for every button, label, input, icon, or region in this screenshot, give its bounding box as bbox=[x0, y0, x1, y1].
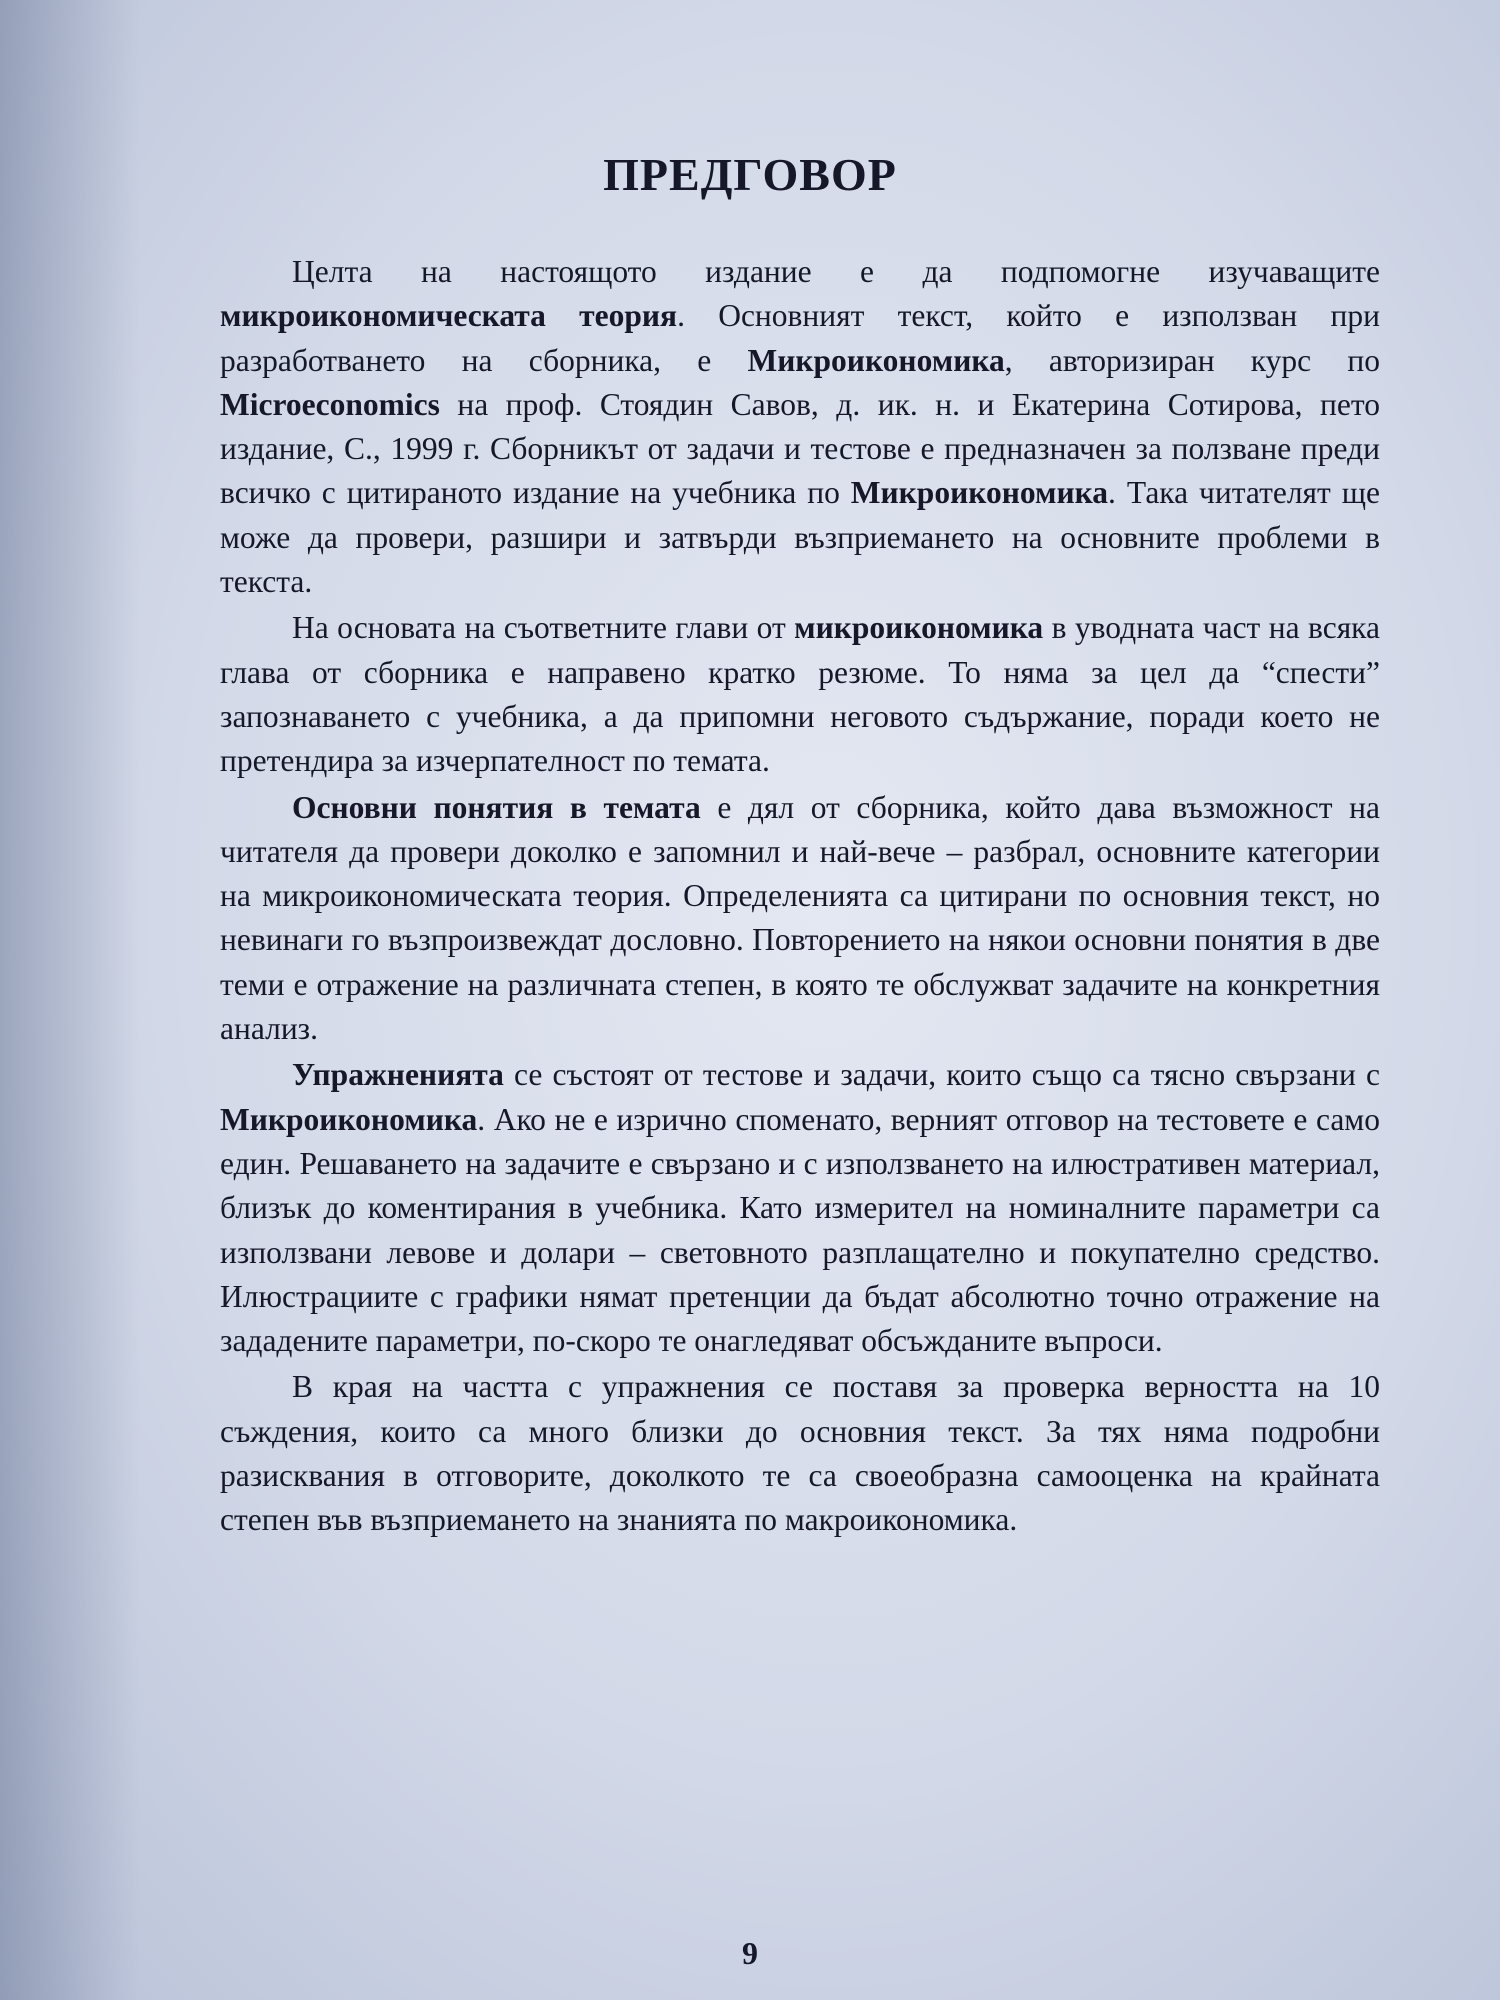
bold-term: Microeconomics bbox=[220, 386, 440, 422]
paragraph-3 bbox=[220, 786, 1380, 1052]
paragraph-text: В края на частта с упражнения се поставя за проверка верността на 10 съждения, които са много близки до основния текст. За тях няма подробни разисквания в отговорите, доколкото те са своеобразна самооценка на крайната степен във възприемането на знанията по макроикономика. bbox=[220, 1369, 1380, 1538]
bold-term: микроикономика bbox=[794, 610, 1044, 646]
bold-term: микроикономическата теория bbox=[220, 298, 678, 334]
bold-term: Микроикономика bbox=[220, 1101, 478, 1137]
preface-text bbox=[220, 250, 1380, 1545]
bold-term: Микроикономика bbox=[747, 342, 1005, 378]
paragraph-5 bbox=[220, 1365, 1380, 1542]
paragraph-text: е дял от сборника, който дава възможност на читателя да провери доколко е запомнил и най-вече – разбрал, основните категории на микроикономическата теория. Определенията са цитирани по основния текст, но невинаги го възпроизвеждат дословно. Повторението на някои основни понятия в две теми е отражение на различната степен, в която те обслужват задачите на конкретния анализ. bbox=[220, 789, 1380, 1047]
paragraph-2 bbox=[220, 606, 1380, 783]
paragraph-1 bbox=[220, 250, 1380, 604]
paragraph-text: На основата на съответните глави от bbox=[292, 610, 795, 646]
paragraph-text: се състоят от тестове и задачи, които също са тясно свързани с bbox=[503, 1057, 1380, 1093]
page-number: 9 bbox=[742, 1935, 758, 1971]
paragraph-text: на проф. Стоядин Савов, д. ик. н. и Екатерина Сотирова, пето издание, С., 1999 г. Сборникът от задачи и тестове е предназначен за ползване преди всичко с цитираното издание на учебника по bbox=[220, 386, 1380, 511]
page-shadow bbox=[0, 0, 140, 2000]
bold-term: Основни понятия в темата bbox=[292, 789, 701, 825]
page-title: ПРЕДГОВОР bbox=[603, 149, 897, 200]
paragraph-text: . Ако не е изрично споменато, верният отговор на тестовете е само един. Решаването на задачите е свързано и с използването на илюстративен материал, близък до коментирания в учебника. Като измерител на номиналните параметри са използвани левове и долари – световното разплащателно и покупателно средство. Илюстрациите с графики нямат претенции да бъдат абсолютно точно отражение на зададените параметри, по-скоро те онагледяват обсъжданите въпроси. bbox=[220, 1101, 1380, 1359]
paragraph-4 bbox=[220, 1053, 1380, 1363]
paragraph-text: , авторизиран курс по bbox=[1004, 342, 1380, 378]
paragraph-text: в уводната част на всяка глава от сборника е направено кратко резюме. То няма за цел да “спести” запознаването с учебника, а да припомни неговото съдържание, поради което не претендира за изчерпателност по темата. bbox=[220, 610, 1380, 779]
bold-term: Микроикономика bbox=[850, 475, 1109, 511]
paragraph-text: . Така читателят ще може да провери, разшири и затвърди възприемането на основните проблеми в текста. bbox=[220, 475, 1380, 600]
paragraph-text: Целта на настоящото издание е да подпомогне изучаващите bbox=[292, 254, 1380, 289]
paragraph-text: . Основният текст, който е използван при разработването на сборника, е bbox=[220, 298, 1380, 378]
bold-term: Упражненията bbox=[292, 1057, 504, 1093]
